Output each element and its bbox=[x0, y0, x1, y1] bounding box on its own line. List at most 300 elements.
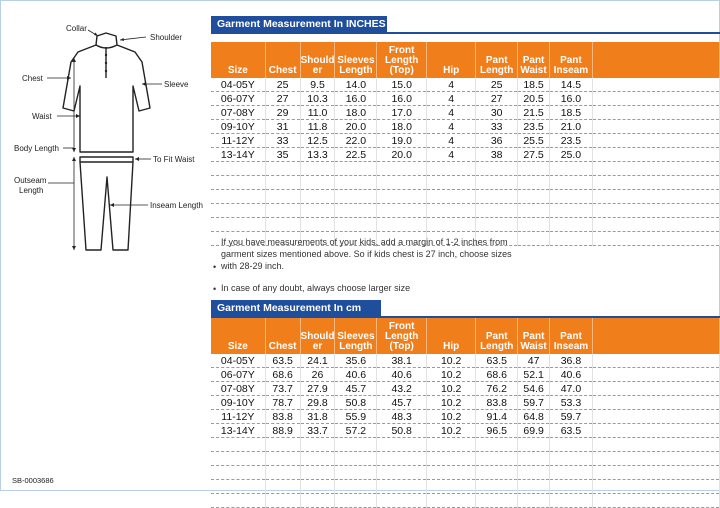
table-cell: 64.8 bbox=[518, 410, 550, 424]
table-cell-empty bbox=[377, 218, 427, 232]
table-cell-empty bbox=[518, 480, 550, 494]
table-cell-empty bbox=[265, 494, 300, 508]
table-cell-empty bbox=[592, 120, 719, 134]
table-cell-empty bbox=[550, 218, 593, 232]
table-row bbox=[211, 382, 720, 396]
table-cell-empty bbox=[265, 162, 300, 176]
table-cell: 09-10Y bbox=[211, 120, 265, 134]
table-cell: 36 bbox=[476, 134, 518, 148]
table-cell-empty bbox=[335, 176, 377, 190]
table-cell-empty bbox=[300, 438, 335, 452]
table-cell: 33 bbox=[265, 134, 300, 148]
table-cell-empty bbox=[426, 494, 475, 508]
table-row-empty bbox=[211, 204, 720, 218]
to-fit-waist-label: To Fit Waist bbox=[153, 155, 195, 164]
table-cell-empty bbox=[476, 452, 518, 466]
column-header bbox=[426, 318, 475, 354]
table-cell: 4 bbox=[427, 134, 476, 148]
table-cell: 47 bbox=[518, 354, 550, 368]
table-cell-empty bbox=[518, 204, 550, 218]
cm-table-body bbox=[211, 354, 720, 508]
table-cell-empty bbox=[300, 204, 335, 218]
table-cell-empty bbox=[427, 176, 476, 190]
table-cell: 50.8 bbox=[335, 396, 377, 410]
table-cell-empty bbox=[377, 494, 427, 508]
table-cell: 4 bbox=[427, 148, 476, 162]
column-header-text: Pant bbox=[485, 55, 508, 66]
table-cell-empty bbox=[335, 494, 377, 508]
table-cell: 14.5 bbox=[550, 78, 593, 92]
table-cell-empty bbox=[550, 466, 593, 480]
product-code: SB-0003686 bbox=[12, 476, 54, 485]
table-cell-empty bbox=[300, 176, 335, 190]
table-cell: 18.5 bbox=[550, 106, 593, 120]
table-cell-empty bbox=[518, 232, 550, 246]
column-header-text: Length bbox=[480, 341, 514, 352]
table-cell: 15.0 bbox=[377, 78, 427, 92]
table-cell: 31 bbox=[265, 120, 300, 134]
table-cell-empty bbox=[476, 162, 518, 176]
column-header-text: Should bbox=[300, 331, 335, 342]
table-cell: 59.7 bbox=[518, 396, 550, 410]
table-cell: 30 bbox=[476, 106, 518, 120]
table-cell-empty bbox=[518, 176, 550, 190]
table-cell-empty bbox=[476, 190, 518, 204]
table-row bbox=[211, 148, 720, 162]
column-header-text: Front bbox=[388, 45, 415, 56]
table-cell: 57.2 bbox=[335, 424, 377, 438]
table-cell-empty bbox=[592, 424, 719, 438]
column-header-text: Pant bbox=[522, 331, 545, 342]
table-cell: 63.5 bbox=[476, 354, 518, 368]
table-cell: 40.6 bbox=[335, 368, 377, 382]
table-cell-empty bbox=[335, 190, 377, 204]
table-cell: 48.3 bbox=[377, 410, 427, 424]
table-cell: 35 bbox=[265, 148, 300, 162]
table-cell-empty bbox=[592, 134, 719, 148]
table-cell-empty bbox=[377, 162, 427, 176]
shoulder-label: Shoulder bbox=[150, 33, 183, 42]
table-cell-empty bbox=[550, 162, 593, 176]
table-cell-empty bbox=[300, 466, 335, 480]
column-header-text: Length bbox=[385, 55, 419, 66]
table-cell-empty bbox=[592, 148, 719, 162]
table-cell-empty bbox=[265, 190, 300, 204]
table-cell-empty bbox=[592, 480, 719, 494]
table-cell: 25 bbox=[265, 78, 300, 92]
table-cell-empty bbox=[211, 480, 265, 494]
column-header-text: Length bbox=[385, 331, 419, 342]
column-header bbox=[377, 42, 427, 78]
table-cell-empty bbox=[377, 204, 427, 218]
table-cell: 68.6 bbox=[265, 368, 300, 382]
table-row-empty bbox=[211, 452, 720, 466]
table-cell: 11-12Y bbox=[211, 134, 265, 148]
table-cell: 50.8 bbox=[377, 424, 427, 438]
table-cell: 10.2 bbox=[426, 354, 475, 368]
table-cell: 07-08Y bbox=[211, 382, 265, 396]
table-cell-empty bbox=[265, 176, 300, 190]
table-cell-empty bbox=[550, 176, 593, 190]
table-cell: 43.2 bbox=[377, 382, 427, 396]
table-cell-empty bbox=[335, 162, 377, 176]
table-cell-empty bbox=[427, 162, 476, 176]
table-cell-empty bbox=[592, 232, 719, 246]
table-cell: 27.9 bbox=[300, 382, 335, 396]
column-header-text: Pant bbox=[485, 331, 508, 342]
larger-size-note: In case of any doubt, always choose larger size bbox=[221, 283, 411, 293]
table-cell: 14.0 bbox=[335, 78, 377, 92]
table-cell-empty bbox=[518, 162, 550, 176]
table-cell-empty bbox=[592, 106, 719, 120]
table-cell: 21.0 bbox=[550, 120, 593, 134]
column-header bbox=[427, 42, 476, 78]
waist-label: Waist bbox=[32, 112, 52, 121]
table-cell-empty bbox=[300, 218, 335, 232]
table-cell-empty bbox=[211, 452, 265, 466]
table-cell-empty bbox=[592, 438, 719, 452]
table-cell-empty bbox=[550, 480, 593, 494]
table-cell: 69.9 bbox=[518, 424, 550, 438]
column-header bbox=[518, 42, 550, 78]
collar-label: Collar bbox=[66, 24, 87, 33]
table-row-empty bbox=[211, 176, 720, 190]
table-cell: 25.5 bbox=[518, 134, 550, 148]
table-cell-empty bbox=[211, 190, 265, 204]
table-cell: 16.0 bbox=[377, 92, 427, 106]
column-header bbox=[300, 42, 335, 78]
table-cell-empty bbox=[550, 494, 593, 508]
table-cell: 27 bbox=[476, 92, 518, 106]
table-cell-empty bbox=[426, 438, 475, 452]
column-header bbox=[476, 318, 518, 354]
table-cell-empty bbox=[550, 452, 593, 466]
column-header-text: Size bbox=[227, 341, 248, 352]
table-cell-empty bbox=[211, 466, 265, 480]
table-cell-empty bbox=[476, 176, 518, 190]
table-cell: 06-07Y bbox=[211, 368, 265, 382]
table-cell-empty bbox=[211, 438, 265, 452]
table-cell: 29.8 bbox=[300, 396, 335, 410]
inches-title-rule bbox=[211, 32, 720, 34]
table-cell: 63.5 bbox=[265, 354, 300, 368]
table-cell: 25.0 bbox=[550, 148, 593, 162]
column-header bbox=[265, 42, 300, 78]
table-cell-empty bbox=[592, 190, 719, 204]
table-cell-empty bbox=[476, 218, 518, 232]
table-cell-empty bbox=[518, 452, 550, 466]
table-cell: 38.1 bbox=[377, 354, 427, 368]
table-row-empty bbox=[211, 480, 720, 494]
column-header bbox=[592, 42, 719, 78]
column-header-text: Sleeves bbox=[337, 331, 375, 342]
column-header bbox=[335, 42, 377, 78]
table-cell-empty bbox=[592, 354, 719, 368]
table-cell: 11.0 bbox=[300, 106, 335, 120]
table-row bbox=[211, 368, 720, 382]
table-cell-empty bbox=[377, 480, 427, 494]
column-header-text: Pant bbox=[560, 55, 582, 66]
table-cell-empty bbox=[335, 452, 377, 466]
table-cell-empty bbox=[550, 204, 593, 218]
table-cell-empty bbox=[335, 204, 377, 218]
table-cell: 38 bbox=[476, 148, 518, 162]
table-cell: 04-05Y bbox=[211, 354, 265, 368]
table-cell-empty bbox=[592, 382, 719, 396]
table-cell: 10.2 bbox=[426, 382, 475, 396]
table-cell: 07-08Y bbox=[211, 106, 265, 120]
inches-table-title: Garment Measurement In INCHES bbox=[211, 16, 387, 32]
table-cell: 45.7 bbox=[335, 382, 377, 396]
column-header bbox=[335, 318, 377, 354]
table-row-empty bbox=[211, 494, 720, 508]
table-cell: 83.8 bbox=[476, 396, 518, 410]
table-cell-empty bbox=[427, 190, 476, 204]
table-cell: 23.5 bbox=[518, 120, 550, 134]
inseam-length-label: Inseam Length bbox=[150, 201, 203, 210]
table-cell: 18.0 bbox=[377, 120, 427, 134]
table-cell-empty bbox=[550, 438, 593, 452]
table-cell: 20.0 bbox=[335, 120, 377, 134]
table-cell: 10.3 bbox=[300, 92, 335, 106]
table-cell: 52.1 bbox=[518, 368, 550, 382]
table-cell-empty bbox=[335, 218, 377, 232]
column-header bbox=[476, 42, 518, 78]
table-cell: 25 bbox=[476, 78, 518, 92]
column-header-text: Size bbox=[227, 65, 248, 76]
column-header-text: Chest bbox=[268, 341, 297, 352]
column-header-text: (Top) bbox=[389, 65, 414, 76]
table-cell-empty bbox=[300, 480, 335, 494]
table-cell: 13.3 bbox=[300, 148, 335, 162]
table-cell-empty bbox=[377, 466, 427, 480]
table-cell-empty bbox=[426, 452, 475, 466]
table-cell-empty bbox=[211, 176, 265, 190]
table-cell: 4 bbox=[427, 120, 476, 134]
table-cell: 55.9 bbox=[335, 410, 377, 424]
column-header-text: Chest bbox=[268, 65, 297, 76]
table-cell: 10.2 bbox=[426, 368, 475, 382]
table-cell-empty bbox=[476, 204, 518, 218]
table-cell-empty bbox=[518, 494, 550, 508]
cm-table-title: Garment Measurement In cm bbox=[211, 300, 381, 316]
table-cell-empty bbox=[427, 204, 476, 218]
column-header-text: Hip bbox=[443, 65, 460, 76]
table-cell: 20.0 bbox=[377, 148, 427, 162]
table-cell-empty bbox=[300, 494, 335, 508]
table-cell: 27 bbox=[265, 92, 300, 106]
column-header-text: Pant bbox=[560, 331, 582, 342]
table-cell-empty bbox=[335, 466, 377, 480]
table-cell: 4 bbox=[427, 92, 476, 106]
table-cell-empty bbox=[426, 480, 475, 494]
table-cell-empty bbox=[300, 452, 335, 466]
table-cell-empty bbox=[592, 162, 719, 176]
table-cell: 53.3 bbox=[550, 396, 593, 410]
table-cell: 13-14Y bbox=[211, 148, 265, 162]
table-cell: 45.7 bbox=[377, 396, 427, 410]
table-cell-empty bbox=[300, 162, 335, 176]
table-row-empty bbox=[211, 190, 720, 204]
inches-table-body bbox=[211, 78, 720, 246]
column-header bbox=[592, 318, 719, 354]
column-header-text: Pant bbox=[522, 55, 545, 66]
table-row bbox=[211, 92, 720, 106]
inches-measurement-table bbox=[211, 42, 720, 246]
table-cell-empty bbox=[476, 438, 518, 452]
table-cell: 73.7 bbox=[265, 382, 300, 396]
table-cell-empty bbox=[265, 438, 300, 452]
table-cell-empty bbox=[592, 452, 719, 466]
column-header bbox=[211, 42, 265, 78]
table-cell: 36.8 bbox=[550, 354, 593, 368]
table-cell-empty bbox=[265, 480, 300, 494]
cm-measurement-table bbox=[211, 318, 720, 508]
table-cell: 33.7 bbox=[300, 424, 335, 438]
table-cell-empty bbox=[265, 204, 300, 218]
table-cell-empty bbox=[518, 218, 550, 232]
table-cell: 16.0 bbox=[335, 92, 377, 106]
table-cell-empty bbox=[377, 452, 427, 466]
table-cell: 63.5 bbox=[550, 424, 593, 438]
table-cell-empty bbox=[592, 368, 719, 382]
table-cell-empty bbox=[377, 190, 427, 204]
table-cell-empty bbox=[265, 218, 300, 232]
table-cell: 59.7 bbox=[550, 410, 593, 424]
sleeve-label: Sleeve bbox=[164, 80, 189, 89]
table-row-empty bbox=[211, 438, 720, 452]
table-row-empty bbox=[211, 218, 720, 232]
table-cell-empty bbox=[592, 204, 719, 218]
table-cell: 27.5 bbox=[518, 148, 550, 162]
column-header-text: Inseam bbox=[553, 341, 589, 352]
table-cell-empty bbox=[518, 466, 550, 480]
table-cell: 76.2 bbox=[476, 382, 518, 396]
table-cell-empty bbox=[518, 438, 550, 452]
table-row bbox=[211, 354, 720, 368]
table-row bbox=[211, 106, 720, 120]
table-cell-empty bbox=[592, 176, 719, 190]
table-cell: 11.8 bbox=[300, 120, 335, 134]
table-cell: 91.4 bbox=[476, 410, 518, 424]
table-cell-empty bbox=[211, 204, 265, 218]
column-header-text: er bbox=[312, 65, 323, 76]
table-cell: 40.6 bbox=[377, 368, 427, 382]
table-cell-empty bbox=[211, 162, 265, 176]
table-row bbox=[211, 134, 720, 148]
column-header bbox=[550, 318, 593, 354]
table-cell-empty bbox=[550, 232, 593, 246]
table-cell: 21.5 bbox=[518, 106, 550, 120]
table-cell: 40.6 bbox=[550, 368, 593, 382]
table-cell: 9.5 bbox=[300, 78, 335, 92]
table-cell-empty bbox=[476, 466, 518, 480]
column-header-text: er bbox=[312, 341, 323, 352]
column-header-text: Length bbox=[480, 65, 514, 76]
note-bullet-1: • bbox=[213, 262, 217, 272]
column-header-text: Should bbox=[300, 55, 335, 66]
table-cell: 20.5 bbox=[518, 92, 550, 106]
column-header bbox=[550, 42, 593, 78]
table-row bbox=[211, 424, 720, 438]
table-cell-empty bbox=[592, 494, 719, 508]
body-length-label: Body Length bbox=[14, 144, 59, 153]
column-header bbox=[300, 318, 335, 354]
table-cell: 26 bbox=[300, 368, 335, 382]
table-cell-empty bbox=[592, 410, 719, 424]
table-cell: 22.5 bbox=[335, 148, 377, 162]
column-header-text: Length bbox=[339, 65, 373, 76]
table-cell: 96.5 bbox=[476, 424, 518, 438]
table-cell: 19.0 bbox=[377, 134, 427, 148]
table-cell-empty bbox=[377, 176, 427, 190]
table-cell: 12.5 bbox=[300, 134, 335, 148]
column-header bbox=[377, 318, 427, 354]
table-row bbox=[211, 410, 720, 424]
table-cell: 68.6 bbox=[476, 368, 518, 382]
column-header-text: Waist bbox=[520, 341, 547, 352]
column-header-text: Inseam bbox=[553, 65, 589, 76]
garment-diagram bbox=[0, 0, 215, 260]
table-cell-empty bbox=[592, 92, 719, 106]
table-cell: 22.0 bbox=[335, 134, 377, 148]
table-cell: 31.8 bbox=[300, 410, 335, 424]
table-cell: 06-07Y bbox=[211, 92, 265, 106]
table-cell-empty bbox=[592, 396, 719, 410]
table-row-empty bbox=[211, 466, 720, 480]
table-cell-empty bbox=[211, 218, 265, 232]
table-cell: 09-10Y bbox=[211, 396, 265, 410]
table-cell-empty bbox=[592, 78, 719, 92]
table-cell-empty bbox=[335, 438, 377, 452]
table-cell: 04-05Y bbox=[211, 78, 265, 92]
column-header-text: Sleeves bbox=[337, 55, 375, 66]
column-header bbox=[265, 318, 300, 354]
table-cell: 17.0 bbox=[377, 106, 427, 120]
table-cell: 10.2 bbox=[426, 424, 475, 438]
table-row bbox=[211, 120, 720, 134]
table-cell: 78.7 bbox=[265, 396, 300, 410]
table-row bbox=[211, 78, 720, 92]
table-cell: 13-14Y bbox=[211, 424, 265, 438]
table-cell: 18.0 bbox=[335, 106, 377, 120]
table-cell-empty bbox=[426, 466, 475, 480]
table-cell-empty bbox=[377, 438, 427, 452]
table-cell-empty bbox=[476, 494, 518, 508]
measurement-margin-note: If you have measurements of your kids, add a margin of 1-2 inches from garment sizes mentioned above. So if kids chest is 27 inch, choose sizes with 28-29 inch. bbox=[221, 237, 512, 271]
table-cell: 47.0 bbox=[550, 382, 593, 396]
table-row bbox=[211, 396, 720, 410]
outseam-length-label-2: Length bbox=[19, 186, 44, 195]
table-cell-empty bbox=[300, 190, 335, 204]
table-cell-empty bbox=[592, 466, 719, 480]
inches-header-row bbox=[211, 42, 720, 78]
table-cell: 35.6 bbox=[335, 354, 377, 368]
note-bullet-2: • bbox=[213, 284, 217, 294]
table-cell-empty bbox=[265, 452, 300, 466]
table-cell-empty bbox=[335, 480, 377, 494]
table-cell: 54.6 bbox=[518, 382, 550, 396]
table-cell-empty bbox=[476, 480, 518, 494]
table-cell-empty bbox=[211, 494, 265, 508]
table-row-empty bbox=[211, 162, 720, 176]
table-cell: 29 bbox=[265, 106, 300, 120]
column-header-text: (Top) bbox=[389, 341, 414, 352]
column-header-text: Waist bbox=[520, 65, 547, 76]
table-cell: 88.9 bbox=[265, 424, 300, 438]
column-header-text: Front bbox=[388, 321, 415, 332]
column-header bbox=[211, 318, 265, 354]
